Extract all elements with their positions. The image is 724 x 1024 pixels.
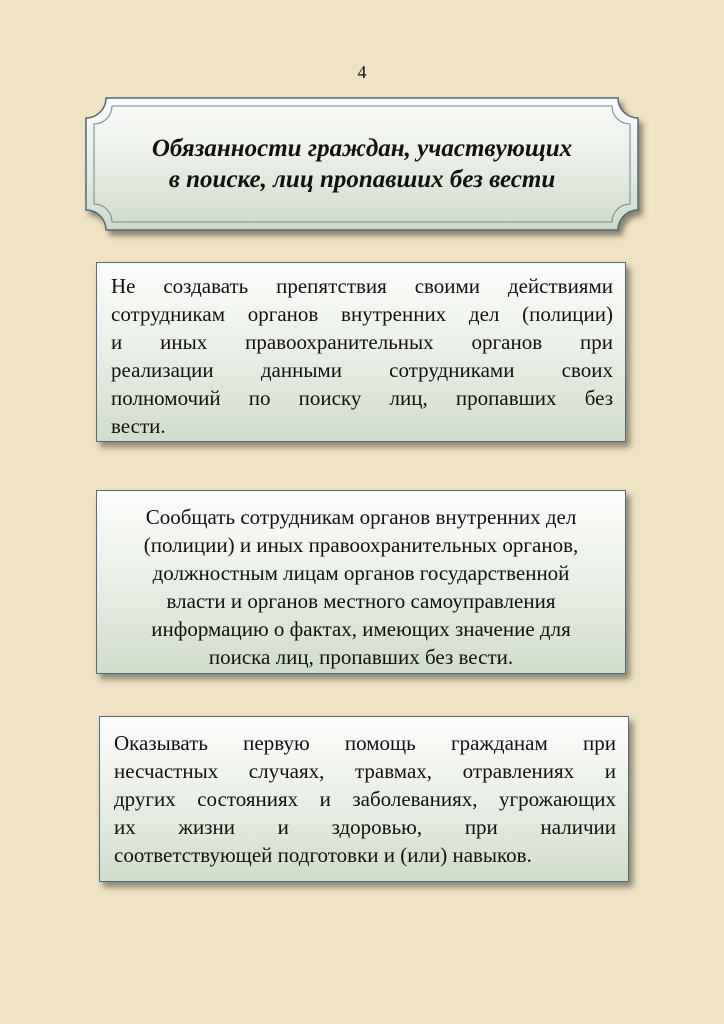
duty-2-line: Сообщать сотрудникам органов внутренних дел: [145, 505, 577, 529]
duty-1-line: полномочий по поиску лиц, пропавших без: [111, 386, 613, 410]
page-number: 4: [357, 62, 367, 82]
duty-3-line: других состояниях и заболеваниях, угрожающих: [114, 787, 616, 811]
duty-1-line: реализации данными сотрудниками своих: [111, 358, 613, 382]
duty-2-line: должностным лицам органов государственной: [152, 561, 570, 585]
duty-2-line: информацию о фактах, имеющих значение для: [151, 617, 571, 641]
title-plaque: [86, 98, 638, 230]
duty-3-line: Оказывать первую помощь гражданам при: [114, 731, 616, 755]
duty-1-line: Не создавать препятствия своими действиями: [111, 274, 613, 298]
duty-card-2: [96, 490, 626, 674]
page-title: [116, 98, 608, 230]
title-line-1: Обязанности граждан, участвующих: [151, 135, 573, 162]
duty-3-line: их жизни и здоровью, при наличии: [114, 815, 616, 839]
duty-2-line: власти и органов местного самоуправления: [166, 589, 556, 613]
duty-2-line: (полиции) и иных правоохранительных органов,: [143, 533, 579, 557]
duty-3-line: несчастных случаях, травмах, отравлениях и: [114, 759, 616, 783]
duty-2-line: поиска лиц, пропавших без вести.: [208, 645, 514, 669]
title-line-2: в поиске, лиц пропавших без вести: [168, 166, 556, 193]
duty-1-line: вести.: [111, 414, 166, 438]
duty-card-1: [96, 262, 626, 442]
duty-card-3: [99, 716, 629, 882]
duty-3-line: соответствующей подготовки и (или) навыков.: [114, 843, 532, 867]
duty-1-line: и иных правоохранительных органов при: [111, 330, 613, 354]
duty-1-line: сотрудникам органов внутренних дел (полиции): [111, 302, 613, 326]
